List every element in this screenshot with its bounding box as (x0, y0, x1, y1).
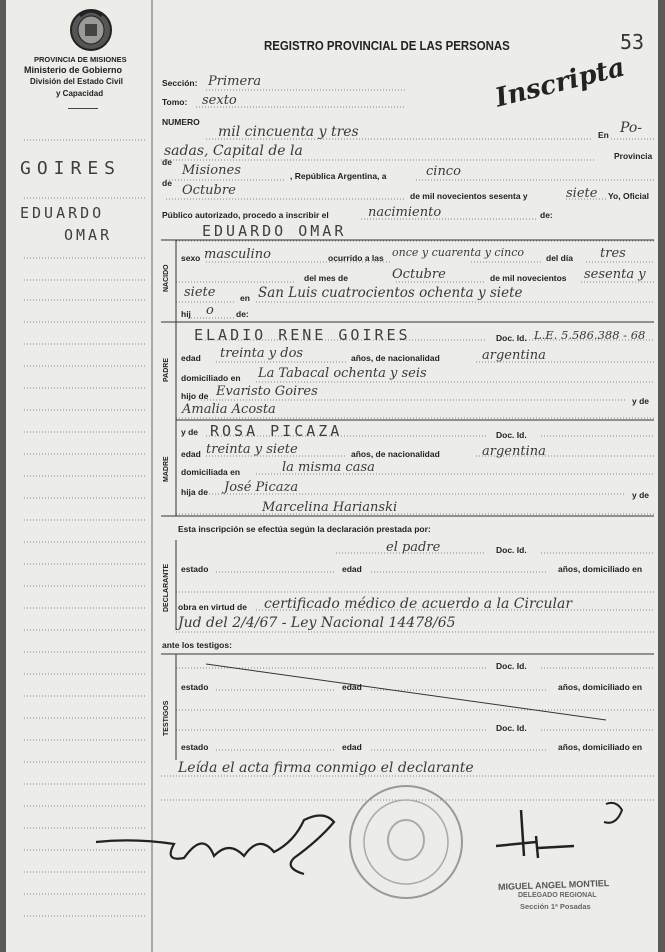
label-anos-dom-testigo-2: años, domiciliado en (558, 742, 643, 752)
field-mes-nac: Octubre (392, 267, 446, 282)
label-de-colon: de: (540, 210, 553, 220)
label-hija-de: hija de (181, 487, 208, 497)
field-padre-madre: Amalia Acosta (182, 402, 276, 417)
label-de-mil-2: de mil novecientos (490, 273, 567, 283)
label-seccion: Sección: (162, 78, 198, 88)
field-numero-1: mil cincuenta y tres (218, 124, 359, 140)
label-y-de-padre: y de (632, 396, 650, 406)
field-madre-padre: José Picaza (224, 480, 299, 495)
birth-certificate-page (6, 0, 658, 952)
margin-given-name-2: OMAR (64, 226, 113, 244)
field-padre-padre: Evaristo Goires (216, 384, 318, 399)
label-ocurrido: ocurrido a las (328, 253, 384, 263)
label-de-2: de (162, 178, 172, 188)
header-ministry: Ministerio de Gobierno (24, 65, 123, 75)
field-declarante: el padre (386, 540, 441, 555)
field-madre-nac: argentina (482, 444, 546, 459)
label-publico: Público autorizado, procedo a inscribir el (162, 210, 329, 220)
official-seal-icon (346, 782, 466, 902)
label-estado-testigo-2: estado (181, 742, 209, 752)
field-madre-dom: la misma casa (282, 460, 375, 475)
field-padre-nombre: ELADIO RENE GOIRES (194, 326, 411, 344)
label-doc-id-testigo-1: Doc. Id. (496, 661, 527, 671)
side-label-testigos: TESTIGOS (163, 700, 170, 736)
field-hora: once y cuarenta y cinco (392, 246, 524, 259)
field-dia-nac: tres (600, 246, 626, 261)
declarant-signature (476, 796, 656, 876)
label-anos-nac-madre: años, de nacionalidad (351, 449, 440, 459)
field-padre-nac: argentina (482, 348, 546, 363)
field-madre-madre: Marcelina Harianski (262, 500, 398, 515)
label-testigos: ante los testigos: (162, 640, 232, 650)
label-de-mil: de mil novecientos sesenta y (410, 191, 528, 201)
stamp-name: MIGUEL ANGEL MONTIEL (497, 878, 610, 892)
field-sexo: masculino (204, 247, 271, 262)
label-en: En (598, 130, 609, 140)
field-anio: siete (566, 186, 598, 201)
label-doc-id-testigo-2: Doc. Id. (496, 723, 527, 733)
label-de: de (162, 157, 172, 167)
label-provincia: Provincia (614, 151, 653, 161)
field-anio-nac-2: siete (184, 285, 216, 300)
stamp-section: Sección 1ª Posadas (520, 902, 591, 911)
field-nombre: EDUARDO OMAR (202, 222, 347, 240)
field-provincia: Misiones (182, 163, 241, 178)
stamp-role: DELEGADO REGIONAL (518, 892, 597, 899)
field-numero-2: sadas, Capital de la (164, 143, 303, 159)
label-estado-testigo-1: estado (181, 682, 209, 692)
label-doc-id-padre: Doc. Id. (496, 333, 527, 343)
label-yo-oficial: Yo, Oficial (608, 191, 649, 201)
label-estado-declarante: estado (181, 564, 209, 574)
label-domiciliado: domiciliado en (181, 373, 241, 383)
header-division: División del Estado Civil (30, 77, 123, 86)
label-doc-id-declarante: Doc. Id. (496, 545, 527, 555)
margin-given-name-1: EDUARDO (20, 204, 105, 222)
label-edad-testigo-2: edad (342, 742, 362, 752)
page-title: REGISTRO PROVINCIAL DE LAS PERSONAS (264, 38, 510, 53)
field-padre-doc: L.E. 5.586.388 - 68 (534, 328, 646, 342)
header-province: PROVINCIA DE MISIONES (34, 55, 127, 64)
label-en-2: en (240, 293, 250, 303)
label-edad-padre: edad (181, 353, 201, 363)
label-del-dia: del día (546, 253, 573, 263)
officer-signature (94, 800, 344, 880)
label-edad-testigo-1: edad (342, 682, 362, 692)
label-de-hij: de: (236, 309, 249, 319)
label-edad-declarante: edad (342, 564, 362, 574)
field-anio-nac: sesenta y (584, 267, 646, 282)
side-label-madre: MADRE (163, 456, 170, 482)
label-inscripcion: Esta inscripción se efectúa según la declaración prestada por: (178, 524, 431, 534)
field-leida: Leída el acta firma conmigo el declarante (178, 760, 474, 776)
side-label-nacido: NACIDO (163, 264, 170, 292)
label-hijo-de: hijo de (181, 391, 209, 401)
label-edad-madre: edad (181, 449, 201, 459)
field-tomo: sexto (202, 93, 237, 108)
label-anos-nac-padre: años, de nacionalidad (351, 353, 440, 363)
field-seccion: Primera (208, 74, 262, 89)
label-doc-id-madre: Doc. Id. (496, 430, 527, 440)
header-capacity: y Capacidad (56, 89, 104, 98)
label-sexo: sexo (181, 253, 201, 263)
corner-stamp: Inscripta (492, 52, 628, 114)
page-number: 53 (620, 30, 645, 54)
label-obra: obra en virtud de (178, 602, 247, 612)
label-domiciliada: domiciliada en (181, 467, 241, 477)
field-mes: Octubre (182, 183, 236, 198)
field-madre-nombre: ROSA PICAZA (210, 422, 343, 440)
field-hij-suffix: o (206, 303, 214, 318)
label-anos-dom-testigo-1: años, domiciliado en (558, 682, 643, 692)
label-y-de-madre: y de (181, 427, 199, 437)
field-dia: cinco (426, 164, 461, 179)
side-label-declarante: DECLARANTE (163, 563, 170, 612)
label-y-de-madre-2: y de (632, 490, 650, 500)
label-numero: NUMERO (162, 117, 200, 127)
label-hij: hij (181, 309, 191, 319)
field-acto: nacimiento (368, 205, 442, 220)
field-obra-2: Jud del 2/4/67 - Ley Nacional 14478/65 (178, 615, 456, 631)
field-padre-edad: treinta y dos (220, 346, 304, 361)
side-label-padre: PADRE (163, 358, 170, 382)
label-tomo: Tomo: (162, 97, 188, 107)
label-republica: , República Argentina, a (290, 171, 387, 181)
label-del-mes: del mes de (304, 273, 348, 283)
label-anos-dom-declarante: años, domiciliado en (558, 564, 643, 574)
margin-surname: GOIRES (20, 158, 122, 179)
field-padre-dom: La Tabacal ochenta y seis (258, 366, 427, 381)
field-obra-1: certificado médico de acuerdo a la Circular (264, 596, 573, 612)
field-lugar-nac: San Luis cuatrocientos ochenta y siete (258, 285, 523, 301)
field-madre-edad: treinta y siete (206, 442, 298, 457)
field-en-1: Po- (620, 120, 643, 136)
